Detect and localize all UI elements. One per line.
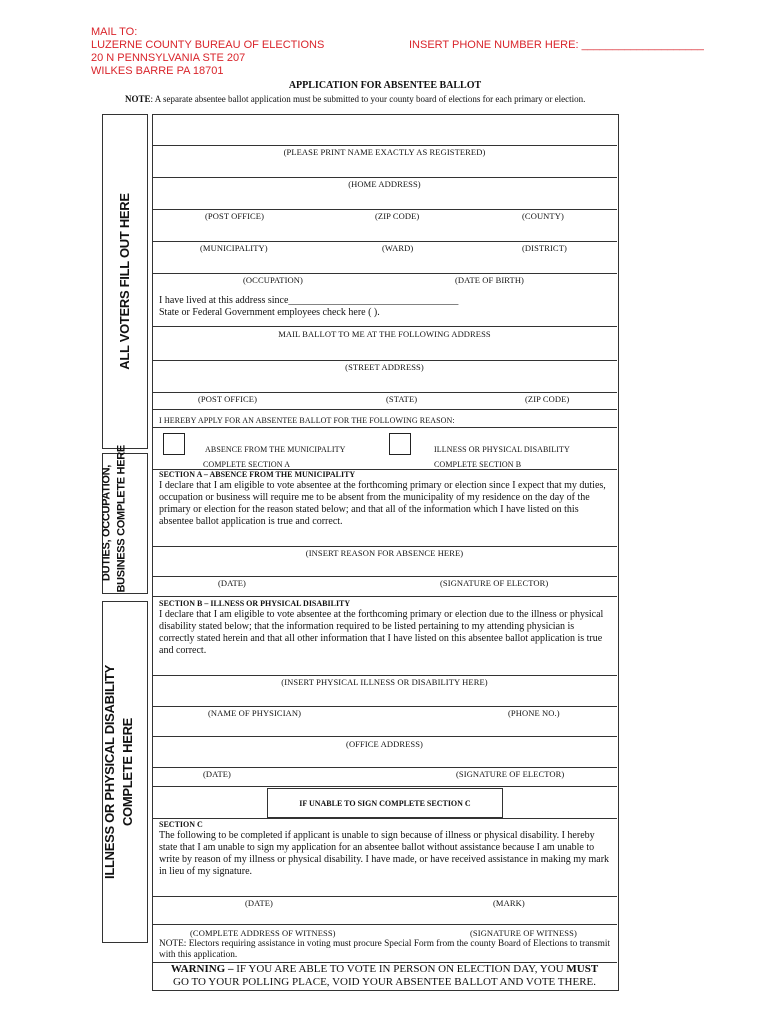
note-text: : A separate absentee ballot application must be submitted to your county board of elections for each primary or election. <box>150 94 586 104</box>
section-c-date-field-label[interactable]: (DATE) <box>245 898 273 908</box>
line-occupation <box>152 273 617 274</box>
lived-since-field[interactable]: I have lived at this address since__________________________________ <box>159 295 459 306</box>
absence-checkbox[interactable] <box>163 433 185 455</box>
section-b-signature-field-label[interactable]: (SIGNATURE OF ELECTOR) <box>456 769 565 779</box>
section-a-date-field-label[interactable]: (DATE) <box>218 578 246 588</box>
line-reason-intro <box>152 427 617 428</box>
district-field-label[interactable]: (DISTRICT) <box>522 243 567 253</box>
physician-name-field-label[interactable]: (NAME OF PHYSICIAN) <box>208 708 302 718</box>
illness-checkbox[interactable] <box>389 433 411 455</box>
street-address-field-label[interactable]: (STREET ADDRESS) <box>345 362 424 372</box>
zip-code-field-label[interactable]: (ZIP CODE) <box>375 211 420 221</box>
reason-intro: I HEREBY APPLY FOR AN ABSENTEE BALLOT FOR THE FOLLOWING REASON: <box>159 416 455 425</box>
post-office-2-field-label[interactable]: (POST OFFICE) <box>198 394 258 404</box>
absence-option-sub: COMPLETE SECTION A <box>203 460 291 469</box>
mail-to-label: MAIL TO: <box>91 26 138 38</box>
line-street-address <box>152 360 617 361</box>
unable-to-sign-box <box>267 788 503 818</box>
line-post-office <box>152 209 617 210</box>
line-mark <box>152 924 617 925</box>
warning-label: WARNING – <box>170 963 234 975</box>
form-note <box>125 94 585 104</box>
zip-code-2-field-label[interactable]: (ZIP CODE) <box>525 394 570 404</box>
gov-employee-checkbox-field[interactable]: State or Federal Government employees check here ( ). <box>159 307 380 318</box>
duties-label <box>100 445 148 593</box>
bureau-name: LUZERNE COUNTY BUREAU OF ELECTIONS <box>91 39 325 51</box>
section-a-text: I declare that I am eligible to vote absentee at the forthcoming primary or election since I expect that my duties, occupation or business will require me to be absent from the municipality of my residence on the day of the primary or election for the reason stated below; and that all of the information which I have listed on this absentee ballot application is true and correct. <box>159 480 606 527</box>
warning-must: MUST <box>566 963 599 975</box>
line-unable-box <box>152 818 617 819</box>
office-address-field-label[interactable]: (OFFICE ADDRESS) <box>346 739 423 749</box>
warning-line2: GO TO YOUR POLLING PLACE, VOID YOUR ABSENTEE BALLOT AND VOTE THERE. <box>173 976 596 988</box>
post-office-field-label[interactable]: (POST OFFICE) <box>205 211 265 221</box>
illness-option-label: ILLNESS OR PHYSICAL DISABILITY <box>434 445 570 454</box>
duties-label-line2: BUSINESS COMPLETE HERE <box>115 445 128 593</box>
line-section-a-sign <box>152 596 617 597</box>
county-field-label[interactable]: (COUNTY) <box>522 211 564 221</box>
warning-line1 <box>152 963 617 976</box>
line-section-b-sign <box>152 786 617 787</box>
section-a-signature-field-label[interactable]: (SIGNATURE OF ELECTOR) <box>440 578 549 588</box>
witness-address-field-label[interactable]: (COMPLETE ADDRESS OF WITNESS) <box>190 928 336 938</box>
home-address-field-label[interactable]: (HOME ADDRESS) <box>348 179 421 189</box>
physician-phone-field-label[interactable]: (PHONE NO.) <box>508 708 560 718</box>
absence-option-label: ABSENCE FROM THE MUNICIPALITY <box>205 445 346 454</box>
line-section-a-text <box>152 546 617 547</box>
line-home-address <box>152 177 617 178</box>
line-office-address <box>152 767 617 768</box>
all-voters-label: ALL VOTERS FILL OUT HERE <box>117 193 132 370</box>
line-section-c-text <box>152 896 617 897</box>
line-post-office-2 <box>152 392 617 393</box>
line-reason-absence <box>152 576 617 577</box>
ward-field-label[interactable]: (WARD) <box>382 243 414 253</box>
line-name <box>152 145 617 146</box>
witness-signature-field-label[interactable]: (SIGNATURE OF WITNESS) <box>470 928 577 938</box>
dob-field-label[interactable]: (DATE OF BIRTH) <box>455 275 524 285</box>
bureau-city: WILKES BARRE PA 18701 <box>91 65 224 77</box>
state-field-label[interactable]: (STATE) <box>386 394 418 404</box>
form-title: APPLICATION FOR ABSENTEE BALLOT <box>288 80 482 91</box>
bureau-street: 20 N PENNSYLVANIA STE 207 <box>91 52 246 64</box>
illness-option-sub: COMPLETE SECTION B <box>434 460 522 469</box>
unable-to-sign-label: IF UNABLE TO SIGN COMPLETE SECTION C <box>299 799 471 808</box>
mail-ballot-label: MAIL BALLOT TO ME AT THE FOLLOWING ADDRESS <box>278 329 491 339</box>
line-reason-top <box>152 409 617 410</box>
illness-label <box>101 602 149 942</box>
witness-note: NOTE: Electors requiring assistance in voting must procure Special Form from the county Board of Elections to transmit with this application. <box>159 939 611 960</box>
side-label-illness <box>102 601 148 943</box>
line-section-b-text <box>152 675 617 676</box>
occupation-field-label[interactable]: (OCCUPATION) <box>243 275 303 285</box>
duties-label-line1: DUTIES, OCCUPATION, <box>100 464 113 582</box>
illness-label-line2: COMPLETE HERE <box>120 717 135 827</box>
section-b-date-field-label[interactable]: (DATE) <box>203 769 231 779</box>
mark-field-label[interactable]: (MARK) <box>493 898 525 908</box>
section-a-title: SECTION A – ABSENCE FROM THE MUNICIPALITY <box>159 470 356 479</box>
name-field-label[interactable]: (PLEASE PRINT NAME EXACTLY AS REGISTERED) <box>283 147 486 157</box>
section-c-title: SECTION C <box>159 820 203 829</box>
illness-label-line1: ILLNESS OR PHYSICAL DISABILITY <box>102 665 117 879</box>
line-illness <box>152 706 617 707</box>
line-physician <box>152 736 617 737</box>
municipality-field-label[interactable]: (MUNICIPALITY) <box>200 243 268 253</box>
section-c-text: The following to be completed if applicant is unable to sign because of illness or physical disability. I hereby state that I am unable to sign my application for an absentee ballot without assistance because I am unable to write by reason of my illness or physical disability. I have made, or have received assistance in making my mark in lieu of my signature. <box>159 830 610 877</box>
illness-field-label[interactable]: (INSERT PHYSICAL ILLNESS OR DISABILITY HERE) <box>281 677 488 687</box>
phone-prompt: INSERT PHONE NUMBER HERE: ____________________ <box>409 39 704 51</box>
reason-absence-field-label[interactable]: (INSERT REASON FOR ABSENCE HERE) <box>305 548 464 558</box>
side-label-duties <box>100 445 148 594</box>
side-label-all-voters <box>102 114 148 449</box>
note-label: NOTE <box>125 94 151 104</box>
warning-text1: IF YOU ARE ABLE TO VOTE IN PERSON ON ELECTION DAY, YOU <box>233 963 567 975</box>
section-b-title: SECTION B – ILLNESS OR PHYSICAL DISABILITY <box>159 599 351 608</box>
line-mail-ballot <box>152 326 617 327</box>
section-b-text: I declare that I am eligible to vote absentee at the forthcoming primary or election due to the illness or physical disability stated below; that the information required to be listed pertaining to my attending physician is correctly stated herein and that all other information that I have listed on this absentee ballot application is true and correct. <box>159 609 604 656</box>
line-municipality <box>152 241 617 242</box>
warning-block <box>152 963 617 989</box>
